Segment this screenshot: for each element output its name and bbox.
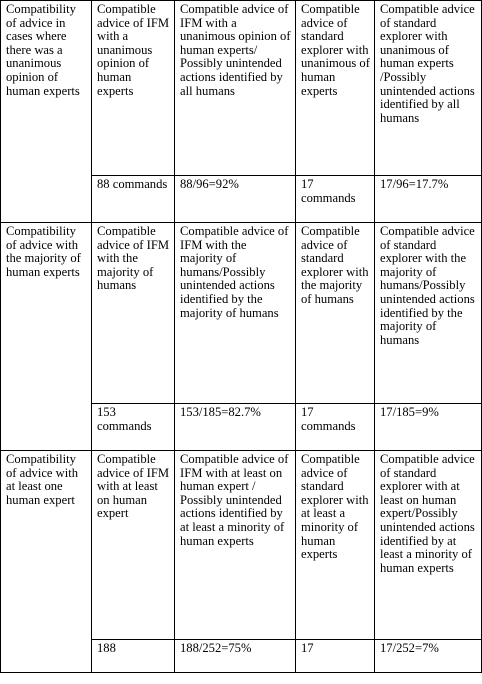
table-row [1,1,482,176]
value-cell: 153/185=82.7% [175,404,296,451]
header-cell: Compatible advice of standard explorer with at least on human expert/Possibly unintended actions identified by at least a minority of human experts [375,451,482,640]
table-row [1,223,482,404]
header-cell: Compatible advice of standard explorer with at least a minority of human experts [296,451,375,640]
header-cell: Compatible advice of IFM with the majority of humans [92,223,175,404]
value-cell: 153 commands [92,404,175,451]
value-cell: 88 commands [92,176,175,223]
table-row [1,451,482,640]
value-cell: 188/252=75% [175,640,296,673]
value-cell: 17 [296,640,375,673]
header-cell: Compatible advice of IFM with the majority of humans/Possibly unintended actions identified by the majority of humans [175,223,296,404]
section-category-cell: Compatibility of advice in cases where there was a unanimous opinion of human experts [1,1,92,223]
value-cell: 17/252=7% [375,640,482,673]
header-cell: Compatible advice of standard explorer with unanimous of human experts [296,1,375,176]
value-cell: 17 commands [296,176,375,223]
header-cell: Compatible advice of standard explorer with the majority of humans [296,223,375,404]
header-cell: Compatible advice of IFM with a unanimous opinion of human experts/ Possibly unintended actions identified by all humans [175,1,296,176]
value-cell: 188 [92,640,175,673]
header-cell: Compatible advice of IFM with at least on human expert [92,451,175,640]
header-cell: Compatible advice of IFM with at least on human expert / Possibly unintended actions identified by at least a minority of human experts [175,451,296,640]
section-category-cell: Compatibility of advice with at least one human expert [1,451,92,673]
header-cell: Compatible advice of standard explorer with the majority of humans/Possibly unintended actions identified by the majority of humans [375,223,482,404]
header-cell: Compatible advice of standard explorer with unanimous of human experts /Possibly unintended actions identified by all humans [375,1,482,176]
value-cell: 17 commands [296,404,375,451]
value-cell: 17/96=17.7% [375,176,482,223]
header-cell: Compatible advice of IFM with a unanimous opinion of human experts [92,1,175,176]
value-cell: 17/185=9% [375,404,482,451]
section-category-cell: Compatibility of advice with the majority of human experts [1,223,92,451]
value-cell: 88/96=92% [175,176,296,223]
